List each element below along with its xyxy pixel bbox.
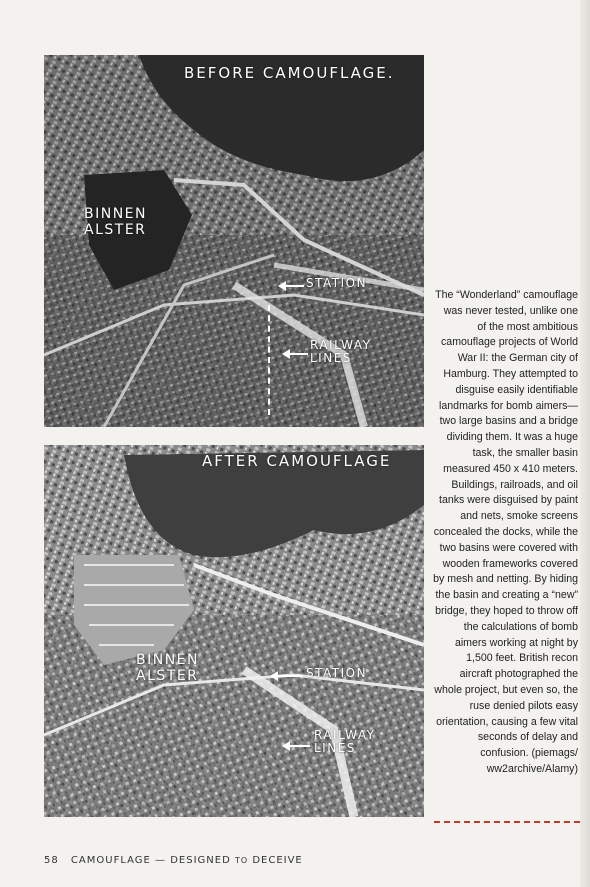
- railway-arrow-icon: [284, 353, 308, 355]
- railway-arrow-icon-after: [284, 745, 310, 747]
- railway-lines-label: RAILWAY LINES: [310, 338, 372, 366]
- binnen-alster-label-after: BINNEN ALSTER: [136, 652, 199, 684]
- caption-dashed-rule: [434, 821, 580, 823]
- railway-lines-label-after: RAILWAY LINES: [314, 728, 376, 756]
- railway-dashed-line: [268, 305, 270, 415]
- page-footer: [44, 855, 303, 866]
- page-gutter: [580, 0, 590, 887]
- photo-caption: The “Wonderland” camouflage was never tested, unlike one of the most ambitious camouflage projects of World War II: the German city of Hamburg. They attempted to disguise easily identifiable landmarks for bomb aimers—two large basins and a bridge dividing them. It was a huge task, the smaller basin measured 450 x 410 meters. Buildings, railroads, and oil tanks were disguised by paint and nets, smoke screens concealed the docks, while the two basins were covered with wooden frameworks covered by mesh and netting. By hiding the basin and creating a “new” bridge, they hoped to throw off the calculations of bomb aimers working at night by 1,500 feet. British recon aircraft photographed the whole project, but even so, the ruse denied pilots easy orientation, causing a few vital seconds of delay and confusion. (piemags/ ww2archive/Alamy): [433, 289, 578, 775]
- page-number: 58: [44, 855, 59, 866]
- aerial-photo-before-image: [44, 55, 424, 427]
- aerial-photo-before: [44, 55, 424, 427]
- running-title-part1: CAMOUFLAGE — DESIGNED: [70, 855, 235, 866]
- station-arrow-icon: [280, 285, 304, 287]
- station-label: STATION: [306, 276, 368, 290]
- aerial-photo-after-image: [44, 445, 424, 817]
- station-arrow-icon-after: [272, 675, 302, 677]
- running-title-part2: DECEIVE: [248, 855, 303, 866]
- running-title-to: TO: [234, 856, 249, 865]
- station-label-after: STATION: [306, 666, 368, 680]
- after-camouflage-heading: AFTER CAMOUFLAGE: [202, 452, 392, 470]
- before-camouflage-heading: BEFORE CAMOUFLAGE.: [184, 64, 395, 82]
- aerial-photo-after: [44, 445, 424, 817]
- binnen-alster-label: BINNEN ALSTER: [84, 206, 147, 238]
